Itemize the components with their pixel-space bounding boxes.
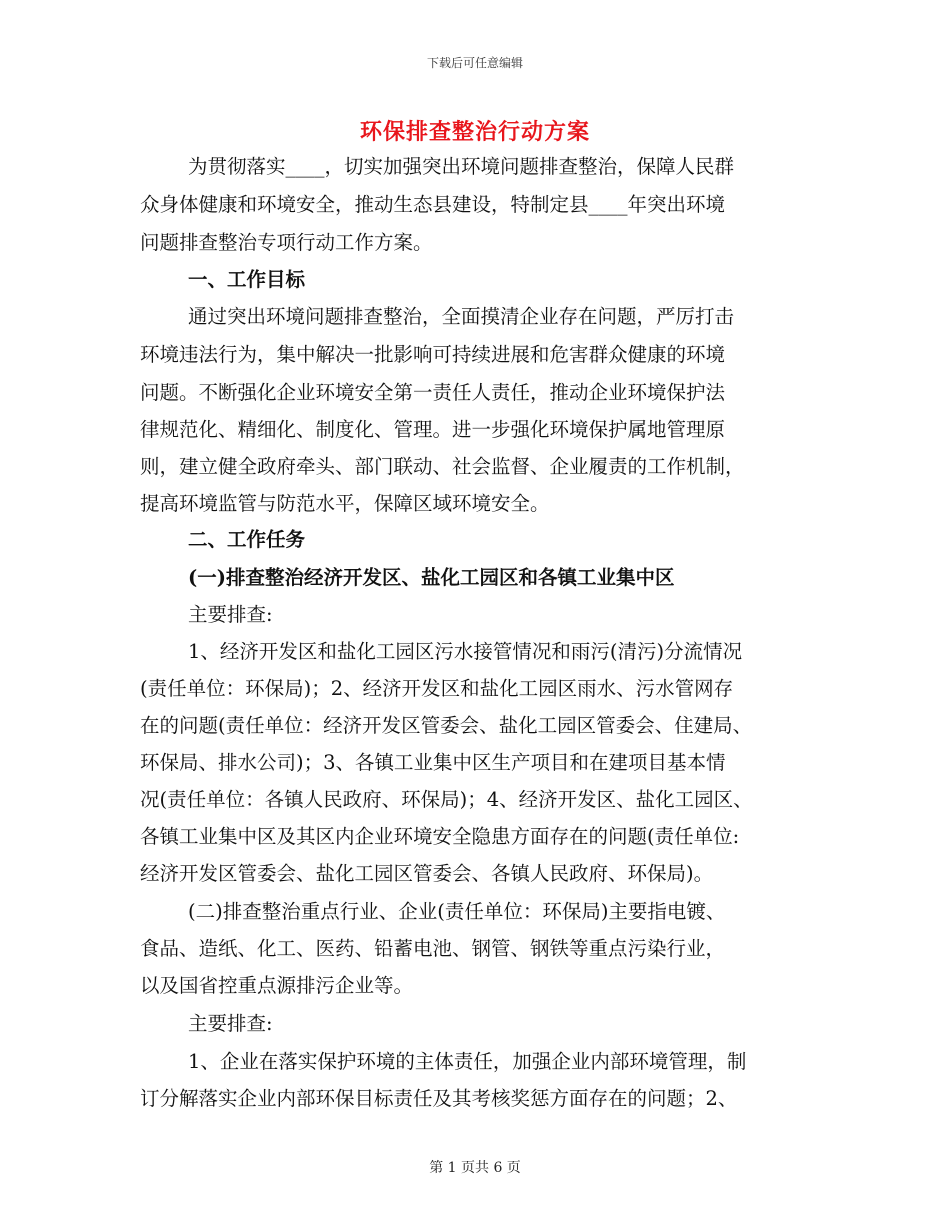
- body-line: 环境违法行为，集中解决一批影响可持续进展和危害群众健康的环境: [140, 343, 726, 366]
- body-line: 主要排查:: [188, 1012, 273, 1035]
- document-title: 环保排查整治行动方案: [359, 119, 590, 145]
- body-line: 提高环境监管与防范水平，保障区域环境安全。: [140, 492, 550, 515]
- body-line: 律规范化、精细化、制度化、管理。进一步强化环境保护属地管理原: [140, 418, 726, 441]
- body-line: 环保局、排水公司)；3、各镇工业集中区生产项目和在建项目基本情: [140, 751, 726, 774]
- body-line: 问题。不断强化企业环境安全第一责任人责任，推动企业环境保护法: [140, 381, 726, 404]
- subsection-heading: (一)排查整治经济开发区、盐化工园区和各镇工业集中区: [188, 566, 675, 589]
- body-line: 在的问题(责任单位：经济开发区管委会、盐化工园区管委会、住建局、: [140, 714, 753, 737]
- body-line: 众身体健康和环境安全，推动生态县建设，特制定县____年突出环境: [140, 193, 726, 216]
- page-footer: 第 1 页共 6 页: [429, 1160, 521, 1176]
- body-line: (责任单位：环保局)；2、经济开发区和盐化工园区雨水、污水管网存: [140, 677, 734, 700]
- body-line: 问题排查整治专项行动工作方案。: [140, 231, 433, 254]
- body-line: 1、经济开发区和盐化工园区污水接管情况和雨污(清污)分流情况: [188, 640, 743, 663]
- page-header-note: 下载后可任意编辑: [426, 56, 523, 70]
- body-line: 1、企业在落实保护环境的主体责任，加强企业内部环境管理，制: [188, 1050, 747, 1073]
- body-line: 各镇工业集中区及其区内企业环境安全隐患方面存在的问题(责任单位:: [140, 825, 740, 848]
- body-line: 况(责任单位：各镇人民政府、环保局)；4、经济开发区、盐化工园区、: [140, 788, 753, 811]
- section-heading: 二、工作任务: [188, 528, 306, 551]
- body-line: 食品、造纸、化工、医药、铅蓄电池、钢管、钢铁等重点污染行业，: [140, 937, 726, 960]
- body-line: 则，建立健全政府牵头、部门联动、社会监督、企业履责的工作机制，: [140, 455, 745, 478]
- body-line: 订分解落实企业内部环保目标责任及其考核奖惩方面存在的问题；2、: [140, 1087, 738, 1110]
- body-line: 通过突出环境问题排查整治，全面摸清企业存在问题，严厉打击: [188, 305, 735, 328]
- body-line: 主要排查:: [188, 603, 273, 626]
- body-line: 经济开发区管委会、盐化工园区管委会、各镇人民政府、环保局)。: [140, 862, 714, 885]
- body-line: 为贯彻落实____，切实加强突出环境问题排查整治，保障人民群: [188, 155, 735, 178]
- body-line: (二)排查整治重点行业、企业(责任单位：环保局)主要指电镀、: [188, 900, 726, 923]
- section-heading: 一、工作目标: [188, 268, 306, 291]
- body-line: 以及国省控重点源排污企业等。: [140, 974, 414, 997]
